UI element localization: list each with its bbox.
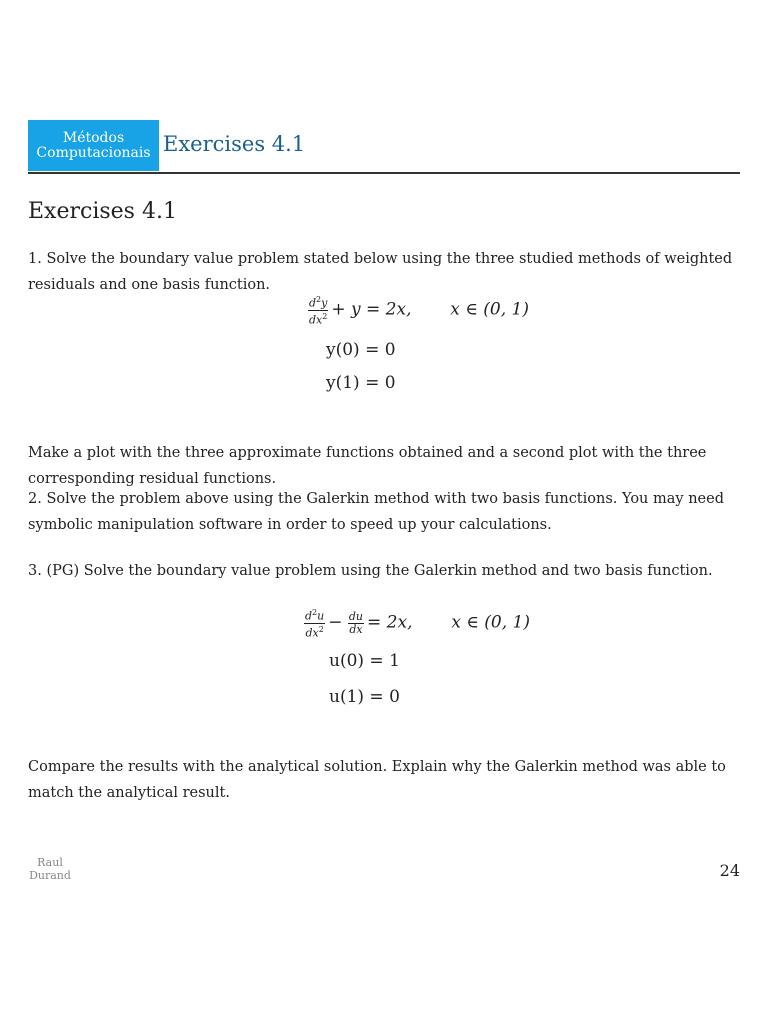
course-name-line2: Computacionais	[36, 144, 151, 161]
exercise-3-equation-domain: x ∈ (0, 1)	[451, 612, 530, 633]
page-number: 24	[719, 861, 740, 880]
author-last-name: Durand	[29, 869, 71, 882]
second-derivative-u: $\frac{d^2u}{dx^2}$	[305, 608, 325, 640]
exercise-3-followup: Compare the results with the analytical solution. Explain why the Galerkin method was able to match the analytical result.	[28, 759, 726, 801]
course-name-line1: Métodos	[62, 129, 125, 146]
exercise-1-equation-rhs: + y = 2x,	[331, 299, 412, 320]
course-badge	[28, 120, 159, 171]
exercise-2-text: 2. Solve the problem above using the Galerkin method with two basis functions. You may need symbolic manipulation software in order to speed up your calculations.	[28, 491, 724, 533]
exercise-1-equation	[308, 294, 529, 326]
header-title: Exercises 4.1	[163, 132, 306, 156]
exercise-3-equation-rhs: = 2x,	[367, 612, 413, 633]
author-first-name: Raul	[37, 856, 63, 869]
exercise-1-text: 1. Solve the boundary value problem stated below using the three studied methods of weighted residuals and one basis function.	[28, 251, 733, 293]
first-derivative-u: $\frac{du}{dx}$	[348, 609, 364, 636]
section-title: Exercises 4.1	[28, 199, 177, 224]
slide-header	[28, 120, 740, 174]
second-derivative-y: $\frac{d^2y}{dx^2}$	[309, 295, 328, 327]
exercise-3-bc2: u(1) = 0	[329, 687, 400, 707]
exercise-1-bc2: y(1) = 0	[326, 373, 396, 393]
exercise-3-bc1: u(0) = 1	[329, 651, 400, 671]
exercise-3-equation: $\frac{d^2u}{dx^2}$ − $\frac{du}{dx}$ = 2x, x ∈ (0, 1)	[305, 608, 530, 640]
exercise-1-followup: Make a plot with the three approximate functions obtained and a second plot with the three corresponding residual functions.	[28, 445, 707, 487]
exercise-1-equation-domain: x ∈ (0, 1)	[450, 299, 529, 320]
exercise-3-text: 3. (PG) Solve the boundary value problem using the Galerkin method and two basis function.	[28, 563, 713, 579]
footer-author	[28, 856, 72, 882]
exercise-1-bc1: y(0) = 0	[326, 340, 396, 360]
